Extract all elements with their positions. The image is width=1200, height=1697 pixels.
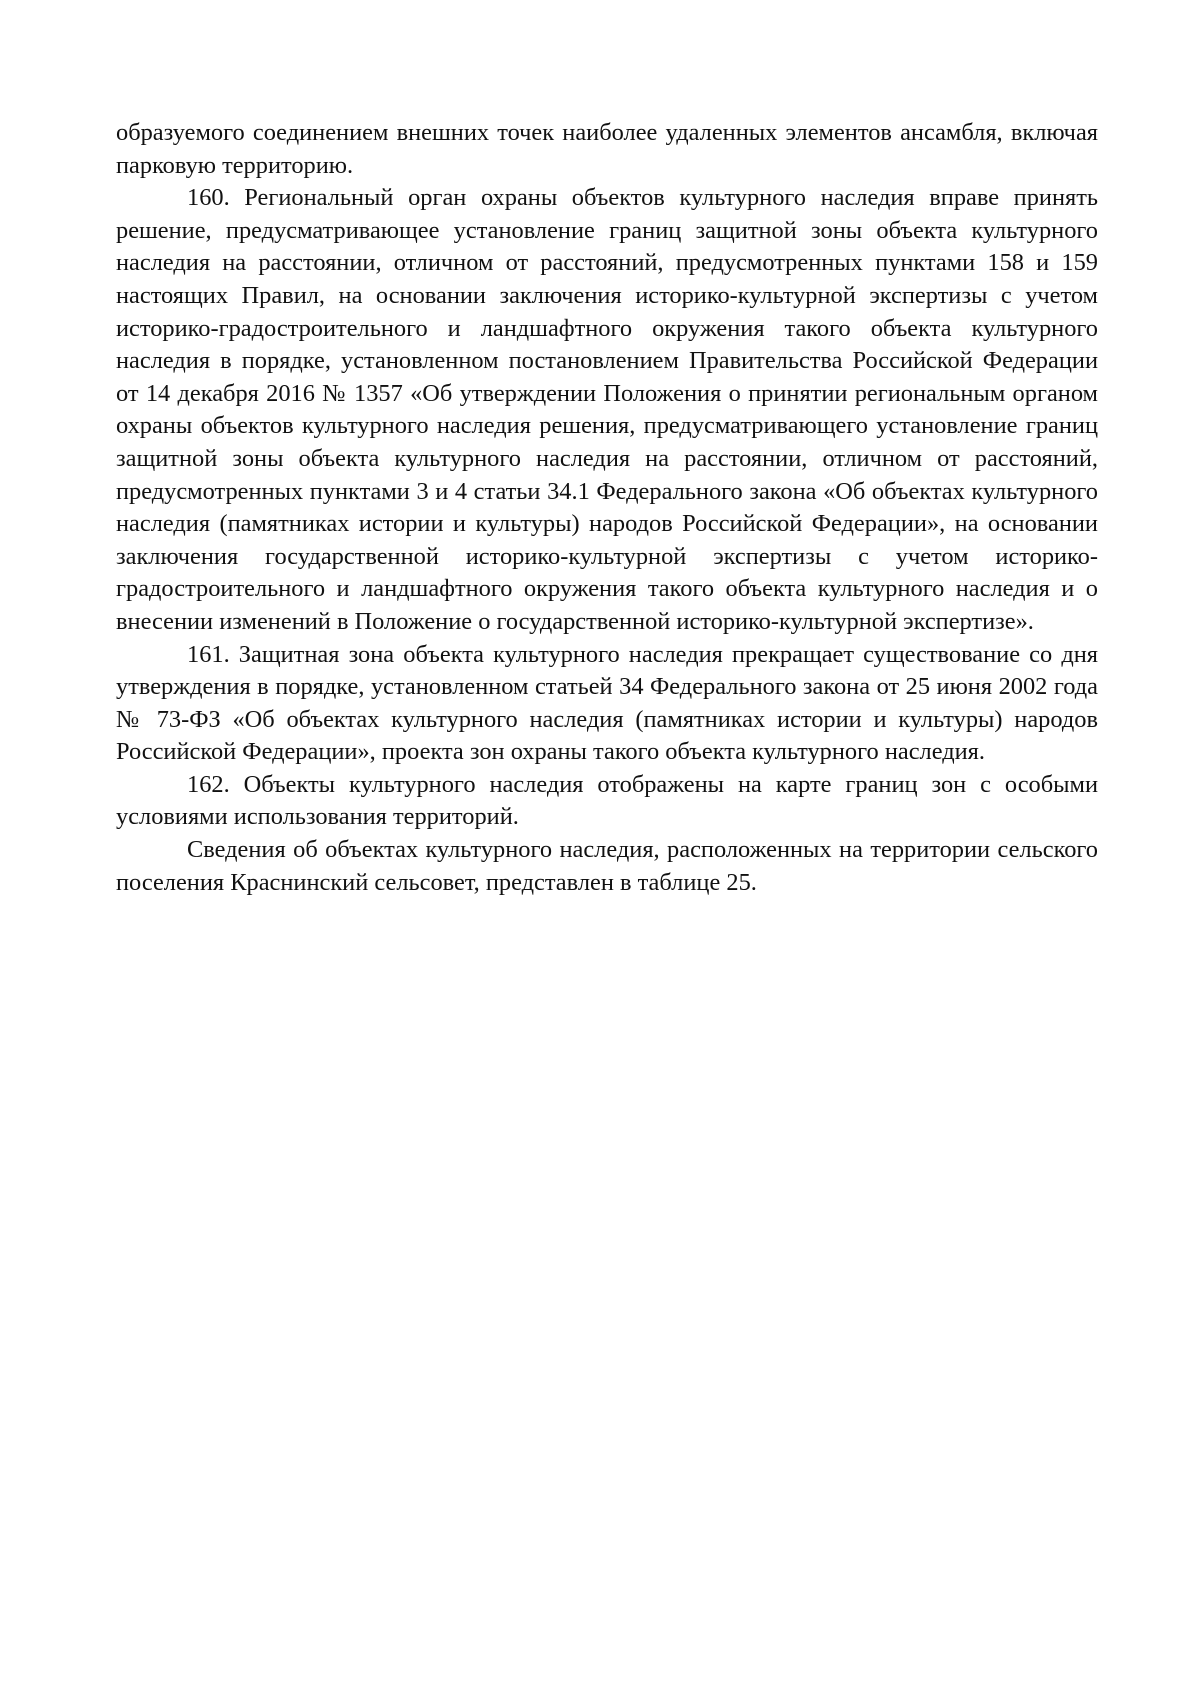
paragraph-160: 160. Региональный орган охраны объектов культурного наследия вправе принять решение, предусматривающее установление границ защитной зоны объекта культурного наследия на расстоянии, отличном от расстояний, предусмотренных пунктами 158 и 159 настоящих Правил, на основании заключения историко-культурной экспертизы с учетом историко-градостроительного и ландшафтного окружения такого объекта культурного наследия в порядке, установленном постановлением Правительства Российской Федерации от 14 декабря 2016 № 1357 «Об утверждении Положения о принятии региональным органом охраны объектов культурного наследия решения, предусматривающего установление границ защитной зоны объекта культурного наследия на расстоянии, отличном от расстояний, предусмотренных пунктами 3 и 4 статьи 34.1 Федерального закона «Об объектах культурного наследия (памятниках истории и культуры) народов Российской Федерации», на основании заключения государственной историко-культурной экспертизы с учетом историко-градостроительного и ландшафтного окружения такого объекта культурного наследия и о внесении изменений в Положение о государственной историко-культурной экспертизе». (116, 184, 1098, 635)
paragraph-heritage-info: Сведения об объектах культурного наследия, расположенных на территории сельского поселения Краснинский сельсовет, представлен в таблице 25. (116, 836, 1098, 896)
paragraph-continuation: образуемого соединением внешних точек наиболее удаленных элементов ансамбля, включая парковую территорию. (116, 119, 1098, 179)
document-body (116, 117, 1098, 899)
paragraph-162: 162. Объекты культурного наследия отображены на карте границ зон с особыми условиями использования территорий. (116, 770, 1098, 831)
paragraph-161: 161. Защитная зона объекта культурного наследия прекращает существование со дня утверждения в порядке, установленном статьей 34 Федерального закона от 25 июня 2002 года № 73-ФЗ «Об объектах культурного наследия (памятниках истории и культуры) народов Российской Федерации», проекта зон охраны такого объекта культурного наследия. (116, 640, 1098, 766)
